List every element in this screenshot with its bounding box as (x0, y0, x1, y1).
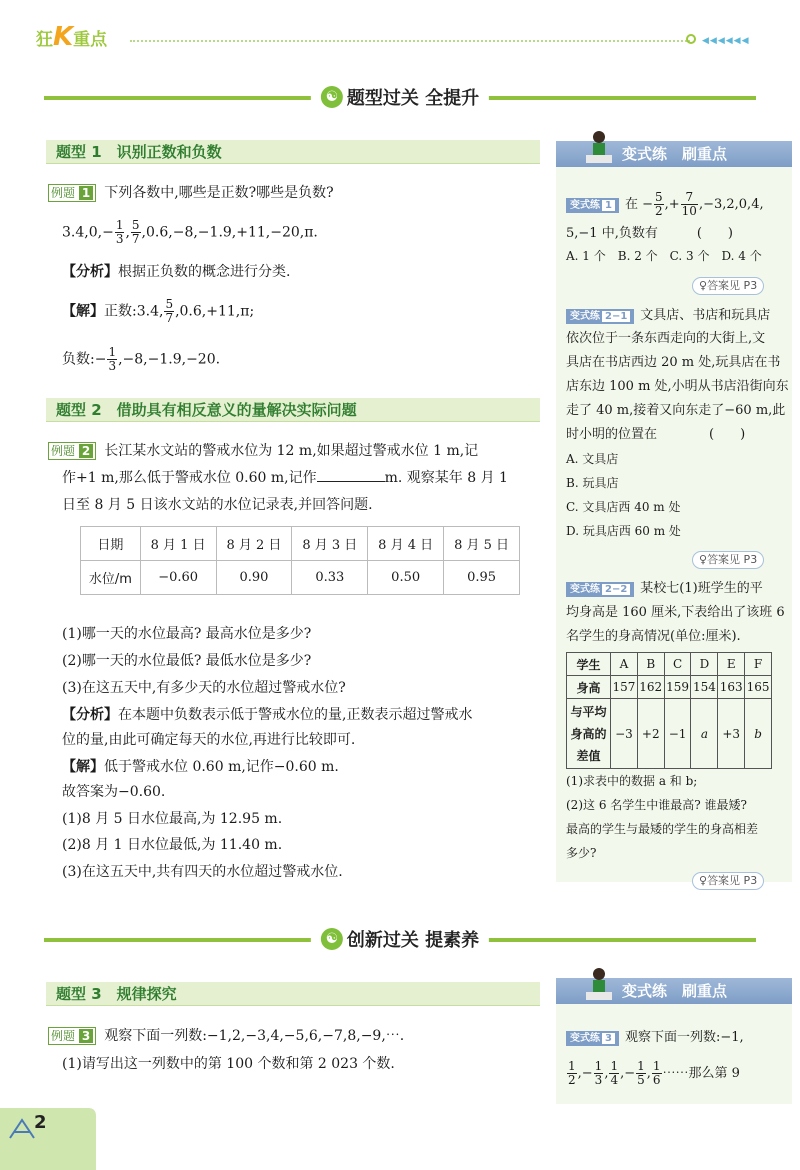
practice-line: 变式练 1 在 − $\frac{5}{2}$ ,+ $\frac{7}{10}$ ,−3,2,0,4, (566, 191, 764, 218)
header-circle-icon (686, 34, 696, 44)
practice-tag: 变式练 1 (566, 198, 619, 213)
question-line: (3)在这五天中,有多少天的水位超过警戒水位? (62, 680, 346, 696)
fraction: $\frac{1}{2}$ (568, 1059, 576, 1087)
question-line: (2)这 6 名学生中谁最高? 谁最矮? (566, 798, 747, 812)
practice-line: 依次位于一条东西走向的大街上,文 (566, 331, 766, 346)
solution-line: 【解】低于警戒水位 0.60 m,记作−0.60 m. (62, 759, 339, 775)
fraction: $\frac{5}{2}$ (655, 190, 663, 218)
water-level-table (80, 526, 520, 595)
practice-line: 具店在书店西边 20 m 处,玩具店在书 (566, 355, 781, 370)
answer-blank[interactable] (317, 468, 385, 482)
section-title-bar (44, 84, 756, 110)
fraction: $\frac{5}{7}$ (131, 218, 140, 246)
question-line: (1)哪一天的水位最高? 最高水位是多少? (62, 626, 312, 642)
numbers-line: 3.4,0,− $\frac{1}{3}$ , $\frac{5}{7}$ ,0.6,−8,−1.9,+11,−20,π. (62, 218, 318, 246)
section-title: 创新过关 提素养 (346, 930, 480, 951)
type-heading: 题型 2 借助具有相反意义的量解决实际问题 (46, 398, 540, 422)
example-tag: 例题 1 (48, 184, 96, 202)
option-item: C. 文具店西 40 m 处 (566, 500, 681, 514)
practice-line: 5,−1 中,负数有 ( ) (566, 226, 733, 241)
swirl-icon: ☯ (321, 86, 343, 108)
practice-line: 走了 40 m,接着又向东走了−60 m,此 (566, 403, 786, 418)
student-height-table (566, 652, 772, 769)
section-title-bar (44, 926, 756, 952)
answer-reference[interactable]: ♀答案见 P3 (692, 551, 764, 569)
page-number: 2 (34, 1112, 47, 1133)
type-heading: 题型 1 识别正数和负数 (46, 140, 540, 164)
practice-line: 时小明的位置在 ( ) (566, 427, 746, 442)
solution-line: (1)8 月 5 日水位最高,为 12.95 m. (62, 811, 283, 827)
page-corner-decoration (0, 1108, 96, 1170)
practice-panel (556, 1004, 792, 1104)
solution-line: 负数:− $\frac{1}{3}$ ,−8,−1.9,−20. (62, 345, 221, 373)
solution-line: 故答案为−0.60. (62, 784, 166, 800)
fraction: $\frac{1}{3}$ (594, 1059, 603, 1087)
practice-line: $\frac{1}{2}$ ,− $\frac{1}{3}$ , $\frac{1}{4}$ ,− $\frac{1}{5}$ , $\frac{1}{6}$ ⋯⋯那么第 9 (568, 1059, 740, 1087)
example-line: 例题 1 下列各数中,哪些是正数?哪些是负数? (48, 183, 334, 203)
example-line: 日至 8 月 5 日该水文站的水位记录表,并回答问题. (62, 497, 373, 513)
brand-logo: 狂K重点 (36, 22, 108, 52)
analysis-line: 【分析】在本题中负数表示低于警戒水位的量,正数表示超过警戒水 (62, 707, 473, 723)
practice-line: 变式练 3 观察下面一列数:−1, (566, 1028, 744, 1048)
practice-line: 名学生的身高情况(单位:厘米). (566, 629, 741, 644)
table-row: 与平均 身高的 差值 −3 +2 −1 a +3 b (567, 699, 772, 769)
example-line: 例题 3 观察下面一列数:−1,2,−3,4,−5,6,−7,8,−9,⋯. (48, 1026, 404, 1046)
practice-line: 均身高是 160 厘米,下表给出了该班 6 (566, 605, 785, 620)
answer-reference[interactable]: ♀答案见 P3 (692, 872, 764, 890)
options-line: A. 1 个 B. 2 个 C. 3 个 D. 4 个 (566, 249, 762, 263)
hint-icon: ♀ (699, 279, 708, 292)
fraction: $\frac{5}{7}$ (165, 297, 174, 325)
student-icon (584, 966, 614, 1002)
example-line: 作+1 m,那么低于警戒水位 0.60 m,记作 m. 观察某年 8 月 1 (62, 470, 508, 486)
practice-tag: 变式练 2−2 (566, 582, 634, 597)
question-line: 最高的学生与最矮的学生的身高相差 (566, 822, 759, 836)
fraction: $\frac{1}{4}$ (610, 1059, 619, 1087)
option-item: A. 文具店 (566, 452, 619, 466)
practice-line: 店东边 100 m 处,小明从书店沿街向东 (566, 379, 789, 394)
option-item: D. 玩具店西 60 m 处 (566, 524, 681, 538)
solution-line: (2)8 月 1 日水位最低,为 11.40 m. (62, 837, 283, 853)
student-icon (584, 129, 614, 165)
solution-line: 【解】正数:3.4, $\frac{5}{7}$ ,0.6,+11,π; (62, 297, 255, 325)
question-line: 多少? (566, 846, 597, 860)
fraction: $\frac{1}{3}$ (115, 218, 124, 246)
practice-line: 变式练 2−2 某校七(1)班学生的平 (566, 579, 763, 599)
table-row: 日期 8 月 1 日 8 月 2 日 8 月 3 日 8 月 4 日 8 月 5 日 (81, 527, 520, 561)
type-heading: 题型 3 规律探究 (46, 982, 540, 1006)
hint-icon: ♀ (699, 874, 708, 887)
swirl-icon: ☯ (321, 928, 343, 950)
fraction: $\frac{1}{5}$ (637, 1059, 645, 1087)
example-tag: 例题 3 (48, 1027, 96, 1045)
header-divider (130, 40, 690, 42)
practice-header: 变式练 刷重点 (556, 141, 792, 167)
solution-line: (3)在这五天中,共有四天的水位超过警戒水位. (62, 864, 343, 880)
example-line: 例题 2 长江某水文站的警戒水位为 12 m,如果超过警戒水位 1 m,记 (48, 441, 478, 461)
question-line: (1)请写出这一列数中的第 100 个数和第 2 023 个数. (62, 1056, 395, 1072)
option-item: B. 玩具店 (566, 476, 619, 490)
header-arrows-icon: ◀◀◀◀◀◀ (702, 36, 750, 46)
table-row: 水位/m −0.60 0.90 0.33 0.50 0.95 (81, 561, 520, 595)
table-row: 身高 157 162 159 154 163 165 (567, 676, 772, 699)
question-line: (2)哪一天的水位最低? 最低水位是多少? (62, 653, 312, 669)
practice-tag: 变式练 3 (566, 1031, 619, 1046)
hint-icon: ♀ (699, 553, 708, 566)
practice-line: 变式练 2−1 文具店、书店和玩具店 (566, 306, 770, 326)
practice-header: 变式练 刷重点 (556, 978, 792, 1004)
fraction: $\frac{7}{10}$ (681, 190, 697, 218)
answer-reference[interactable]: ♀答案见 P3 (692, 277, 764, 295)
section-title: 题型过关 全提升 (346, 88, 480, 109)
practice-tag: 变式练 2−1 (566, 309, 634, 324)
example-tag: 例题 2 (48, 442, 96, 460)
analysis-line: 位的量,由此可确定每天的水位,再进行比较即可. (62, 732, 356, 748)
fraction: $\frac{1}{3}$ (108, 345, 117, 373)
question-line: (1)求表中的数据 a 和 b; (566, 774, 698, 788)
analysis-line: 【分析】根据正负数的概念进行分类. (62, 264, 291, 280)
fraction: $\frac{1}{6}$ (652, 1059, 661, 1087)
table-row: 学生 A B C D E F (567, 653, 772, 676)
